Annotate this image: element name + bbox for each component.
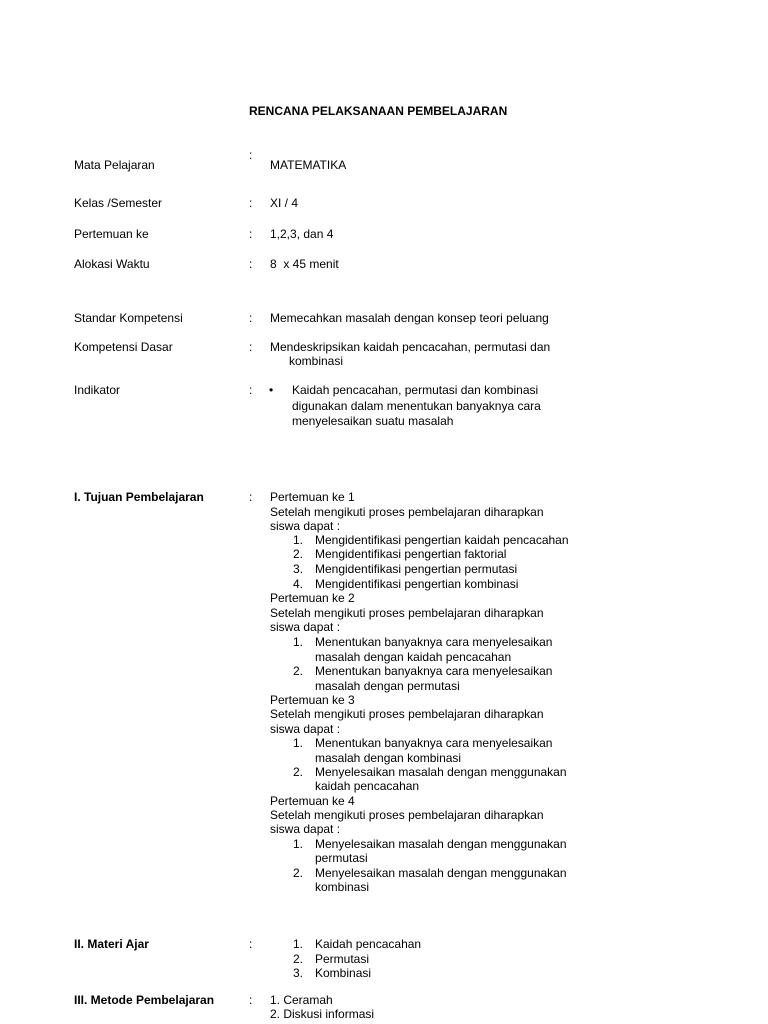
list-number: 2. [293,866,304,880]
label-mata-pelajaran: Mata Pelajaran [74,158,155,172]
value-kompetensi-dasar-line2: kombinasi [289,354,344,368]
list-number: 2. [293,952,304,966]
list-number: 3. [293,562,304,576]
colon: : [249,993,253,1007]
list-item: masalah dengan permutasi [315,679,460,693]
list-item: 2. Diskusi informasi [270,1007,375,1021]
meeting-heading: Pertemuan ke 3 [270,693,355,707]
bullet-icon: • [269,383,274,397]
indikator-line: digunakan dalam menentukan banyaknya cara [292,399,541,413]
list-item: Permutasi [315,952,370,966]
value-standar-kompetensi: Memecahkan masalah dengan konsep teori peluang [270,311,549,325]
list-item: Mengidentifikasi pengertian faktorial [315,547,507,561]
meeting-intro: Setelah mengikuti proses pembelajaran diharapkan [270,707,544,721]
list-item: Mengidentifikasi pengertian kaidah pencacahan [315,533,569,547]
list-item: 1. Ceramah [270,993,333,1007]
value-mata-pelajaran: MATEMATIKA [270,158,347,172]
list-item: Menentukan banyaknya cara menyelesaikan [315,635,553,649]
list-number: 1. [293,837,304,851]
meeting-heading: Pertemuan ke 1 [270,490,355,504]
list-number: 2. [293,664,304,678]
section-metode-label: III. Metode Pembelajaran [74,993,215,1007]
meeting-intro: Setelah mengikuti proses pembelajaran diharapkan [270,606,544,620]
list-item: Mengidentifikasi pengertian kombinasi [315,577,519,591]
list-number: 1. [293,937,304,951]
list-item: Menyelesaikan masalah dengan menggunakan [315,765,567,779]
meeting-heading: Pertemuan ke 2 [270,591,355,605]
list-item: permutasi [315,851,368,865]
colon: : [249,196,253,210]
meeting-intro: siswa dapat : [270,519,341,533]
value-kompetensi-dasar-line1: Mendeskripsikan kaidah pencacahan, permutasi dan [270,340,551,354]
label-alokasi-waktu: Alokasi Waktu [74,257,150,271]
meeting-intro: Setelah mengikuti proses pembelajaran diharapkan [270,505,544,519]
list-item: Menyelesaikan masalah dengan menggunakan [315,837,567,851]
list-number: 3. [293,966,304,980]
indikator-line: Kaidah pencacahan, permutasi dan kombinasi [292,383,539,397]
list-item: Kaidah pencacahan [315,937,422,951]
list-number: 2. [293,765,304,779]
list-item: kaidah pencacahan [315,779,420,793]
colon: : [249,148,253,162]
section-tujuan-label: I. Tujuan Pembelajaran [74,490,204,504]
label-kompetensi-dasar: Kompetensi Dasar [74,340,173,354]
colon: : [249,227,253,241]
list-item: masalah dengan kombinasi [315,751,462,765]
document-title: RENCANA PELAKSANAAN PEMBELAJARAN [249,104,508,118]
label-standar-kompetensi: Standar Kompetensi [74,311,183,325]
meeting-intro: siswa dapat : [270,822,341,836]
colon: : [249,311,253,325]
indikator-line: menyelesaikan suatu masalah [292,414,454,428]
label-kelas-semester: Kelas /Semester [74,196,163,210]
value-pertemuan: 1,2,3, dan 4 [270,227,334,241]
list-item: Kombinasi [315,966,372,980]
list-number: 1. [293,736,304,750]
colon: : [249,257,253,271]
list-item: Menyelesaikan masalah dengan menggunakan [315,866,567,880]
list-item: kombinasi [315,880,370,894]
list-number: 1. [293,533,304,547]
meeting-intro: Setelah mengikuti proses pembelajaran diharapkan [270,808,544,822]
value-kelas-semester: XI / 4 [270,196,299,210]
meeting-intro: siswa dapat : [270,620,341,634]
list-item: Mengidentifikasi pengertian permutasi [315,562,518,576]
list-number: 4. [293,577,304,591]
colon: : [249,340,253,354]
list-item: Menentukan banyaknya cara menyelesaikan [315,664,553,678]
meeting-heading: Pertemuan ke 4 [270,794,355,808]
colon: : [249,383,253,397]
label-indikator: Indikator [74,383,121,397]
section-materi-label: II. Materi Ajar [74,937,149,951]
list-number: 2. [293,547,304,561]
label-pertemuan: Pertemuan ke [74,227,149,241]
list-item: masalah dengan kaidah pencacahan [315,650,512,664]
colon: : [249,490,253,504]
colon: : [249,937,253,951]
list-item: Menentukan banyaknya cara menyelesaikan [315,736,553,750]
list-number: 1. [293,635,304,649]
value-alokasi-waktu: 8 x 45 menit [270,257,339,271]
meeting-intro: siswa dapat : [270,722,341,736]
